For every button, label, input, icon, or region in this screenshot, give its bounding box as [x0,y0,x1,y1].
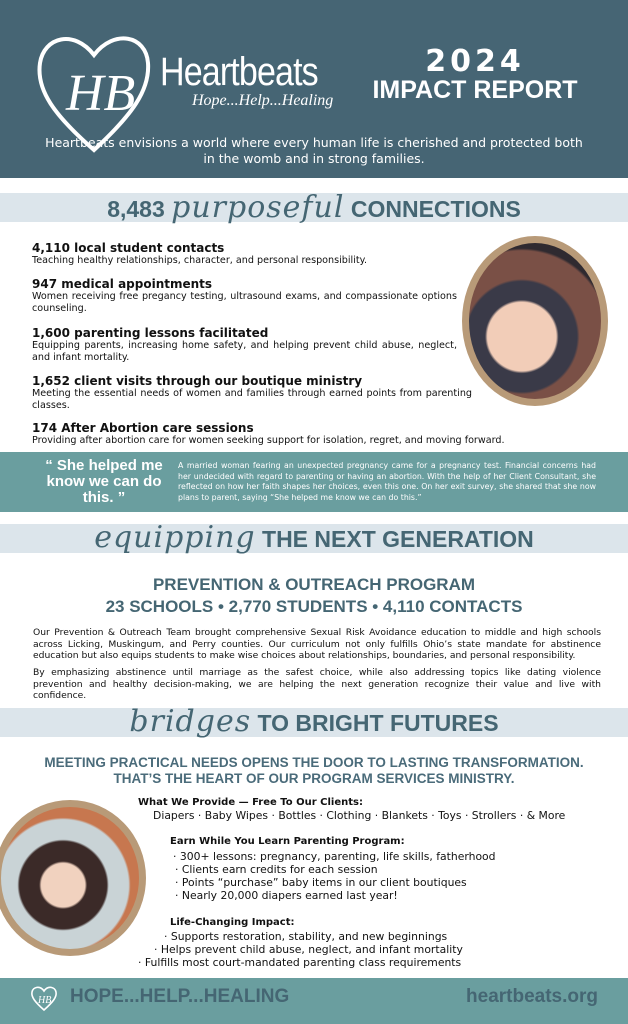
connections-number: 8,483 [107,196,165,222]
stat-item [32,277,457,315]
stat-title: 1,600 parenting lessons facilitated [32,326,269,340]
impact-heading: Life-Changing Impact: [170,917,295,928]
stat-desc: Women receiving free pregancy testing, ultrasound exams, and compassionate options counseling. [32,291,457,314]
earn-item: · Nearly 20,000 diapers earned last year! [175,889,398,902]
impact-item: · Fulfills most court-mandated parenting class requirements [138,956,462,969]
stat-desc: Teaching healthy relationships, character, and personal responsibility. [32,255,367,266]
provide-items: Diapers · Baby Wipes · Bottles · Clothing · Blankets · Toys · Strollers · & More [153,809,566,822]
stat-item [32,421,602,447]
testimonial-story: A married woman fearing an unexpected pregnancy came for a pregnancy test. Financial concerns had her undecided with regard to parenting or having an abortion. With the help of her Client Consultant, she reflected on how her faith shapes her choices, even this one. On her exit survey, she shared that she now plans to parent, saying “She helped me know we can do this.” [178,461,596,502]
generation-script: equipping [94,520,256,555]
stat-title: 1,652 client visits through our boutique ministry [32,374,363,388]
stat-desc: Meeting the essential needs of women and families through earned points from parenting classes. [32,388,472,411]
connections-script: purposeful [171,190,345,225]
earn-item: · 300+ lessons: pregnancy, parenting, life skills, fatherhood [173,850,496,863]
section-title-connections [0,190,628,225]
impact-item: · Supports restoration, stability, and new beginnings [164,930,448,943]
report-year: 2024 [425,44,525,79]
stat-desc: Providing after abortion care for women seeking support for isolation, regret, and moving forward. [32,435,505,446]
stat-item [32,374,472,412]
stat-title: 947 medical appointments [32,277,213,291]
earn-item: · Clients earn credits for each session [175,863,378,876]
program-paragraph: Our Prevention & Outreach Team brought comprehensive Sexual Risk Avoidance education to middle and high schools across Licking, Muskingum, and Perry counties. Our curriculum not only fulfills Ohio’s state mandate for abstinence education but also equips students to make wise choices about relationships, boundaries, and personal responsibility. [33,627,601,661]
program-stats: 23 SCHOOLS • 2,770 STUDENTS • 4,110 CONTACTS [105,597,523,616]
svg-text:HB: HB [66,65,136,122]
futures-script: bridges [129,704,252,739]
stat-item [32,326,457,364]
vision-statement: Heartbeats envisions a world where every human life is cherished and protected both in the womb and in strong families. [45,135,583,166]
stat-title: 4,110 local student contacts [32,241,225,255]
testimonial-headline: “ She helped me know we can do this. ” [45,457,163,506]
website-link[interactable]: heartbeats.org [466,986,598,1007]
stat-title: 174 After Abortion care sessions [32,421,254,435]
stat-desc: Equipping parents, increasing home safety, and helping prevent child abuse, neglect, and infant mortality. [32,340,457,363]
earn-heading: Earn While You Learn Parenting Program: [170,836,405,847]
tagline: Hope...Help...Healing [192,92,334,109]
provide-heading: What We Provide — Free To Our Clients: [138,797,363,808]
report-title: IMPACT REPORT [372,76,578,104]
svg-text:HB: HB [38,995,52,1006]
section-title-futures [0,704,628,739]
impact-item: · Helps prevent child abuse, neglect, and infant mortality [154,943,463,956]
earn-item: · Points “purchase” baby items in our client boutiques [175,876,467,889]
connections-title: CONNECTIONS [350,196,521,222]
stat-item [32,241,472,267]
program-title: PREVENTION & OUTREACH PROGRAM [152,575,476,594]
generation-title: THE NEXT GENERATION [262,526,534,552]
futures-intro: THAT’S THE HEART OF OUR PROGRAM SERVICES MINISTRY. [113,771,515,786]
program-paragraph: By emphasizing abstinence until marriage as the safest choice, while also addressing topics like dating violence prevention and healthy decision-making, we are helping the next generation recognize their value and live with confidence. [33,667,601,701]
footer [0,978,628,1024]
testimonial-band [0,452,628,512]
mother-child-photo [0,800,146,956]
footer-motto: HOPE...HELP...HEALING [70,986,290,1007]
heart-logo-icon [30,984,58,1012]
quote-text: She helped me know we can do this. [46,457,163,506]
section-title-generation [0,520,628,555]
futures-title: TO BRIGHT FUTURES [257,710,499,736]
header [0,0,628,178]
futures-intro: MEETING PRACTICAL NEEDS OPENS THE DOOR TO LASTING TRANSFORMATION. [44,755,584,770]
mother-baby-photo [462,236,608,406]
brand-name: Heartbeats [160,50,318,94]
